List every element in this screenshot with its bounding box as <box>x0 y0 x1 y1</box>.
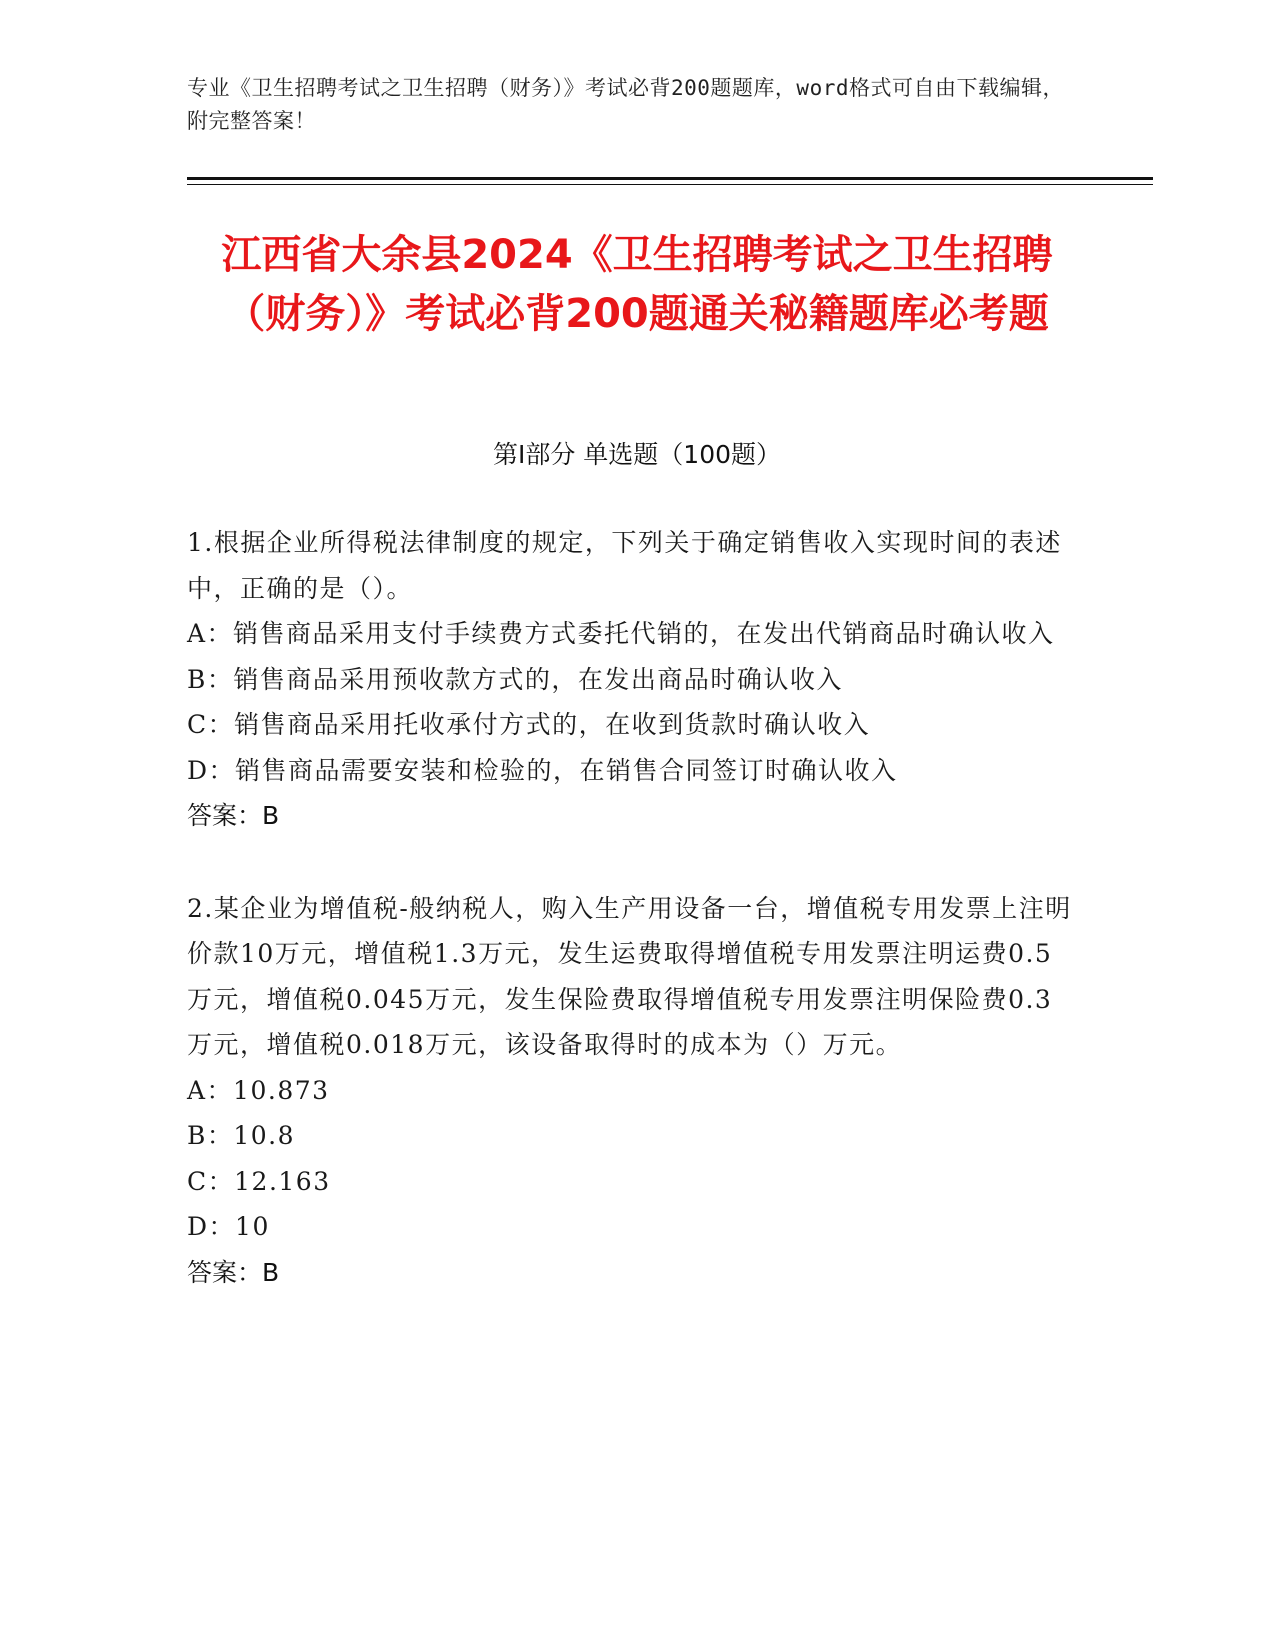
option-b: B：销售商品采用预收款方式的，在发出商品时确认收入 <box>187 664 843 694</box>
option-c: C：销售商品采用托收承付方式的，在收到货款时确认收入 <box>187 710 871 739</box>
section-title: 第I部分 单选题（100题） <box>492 440 782 469</box>
option-a: A：10.873 <box>187 1075 330 1105</box>
answer-text: 答案：B <box>187 1257 280 1287</box>
question-stem: 1.根据企业所得税法律制度的规定，下列关于确定销售收入实现时间的表述中，正确的是（）。 <box>187 528 1062 603</box>
option-d: D：销售商品需要安装和检验的，在销售合同签订时确认收入 <box>187 755 898 785</box>
option-d: D：10 <box>187 1212 270 1241</box>
option-c: C：12.163 <box>187 1166 331 1196</box>
answer-text: 答案：B <box>187 801 280 830</box>
option-b: B：10.8 <box>187 1121 296 1150</box>
question-stem: 2.某企业为增值税-般纳税人，购入生产用设备一台，增值税专用发票上注明价款10万元，增值税1.3万元，发生运费取得增值税专用发票注明运费0.5万元，增值税0.045万元，发生保险费取得增值税专用发票注明保险费0.3万元，增值税0.018万元，该设备取得时的成本为（）万元。 <box>187 893 1072 1059</box>
question-item <box>187 520 1077 839</box>
header-note: 专业《卫生招聘考试之卫生招聘（财务）》考试必背200题题库，word格式可自由下载编辑，附完整答案！ <box>187 76 1064 133</box>
document-title: 江西省大余县2024《卫生招聘考试之卫生招聘（财务）》考试必背200题通关秘籍题库必考题 <box>221 232 1053 337</box>
question-item <box>187 886 1077 1296</box>
question-list <box>187 520 1077 1342</box>
option-a: A：销售商品采用支付手续费方式委托代销的，在发出代销商品时确认收入 <box>187 619 1055 648</box>
header-divider-thin <box>187 184 1153 185</box>
header-divider-thick <box>187 177 1153 180</box>
